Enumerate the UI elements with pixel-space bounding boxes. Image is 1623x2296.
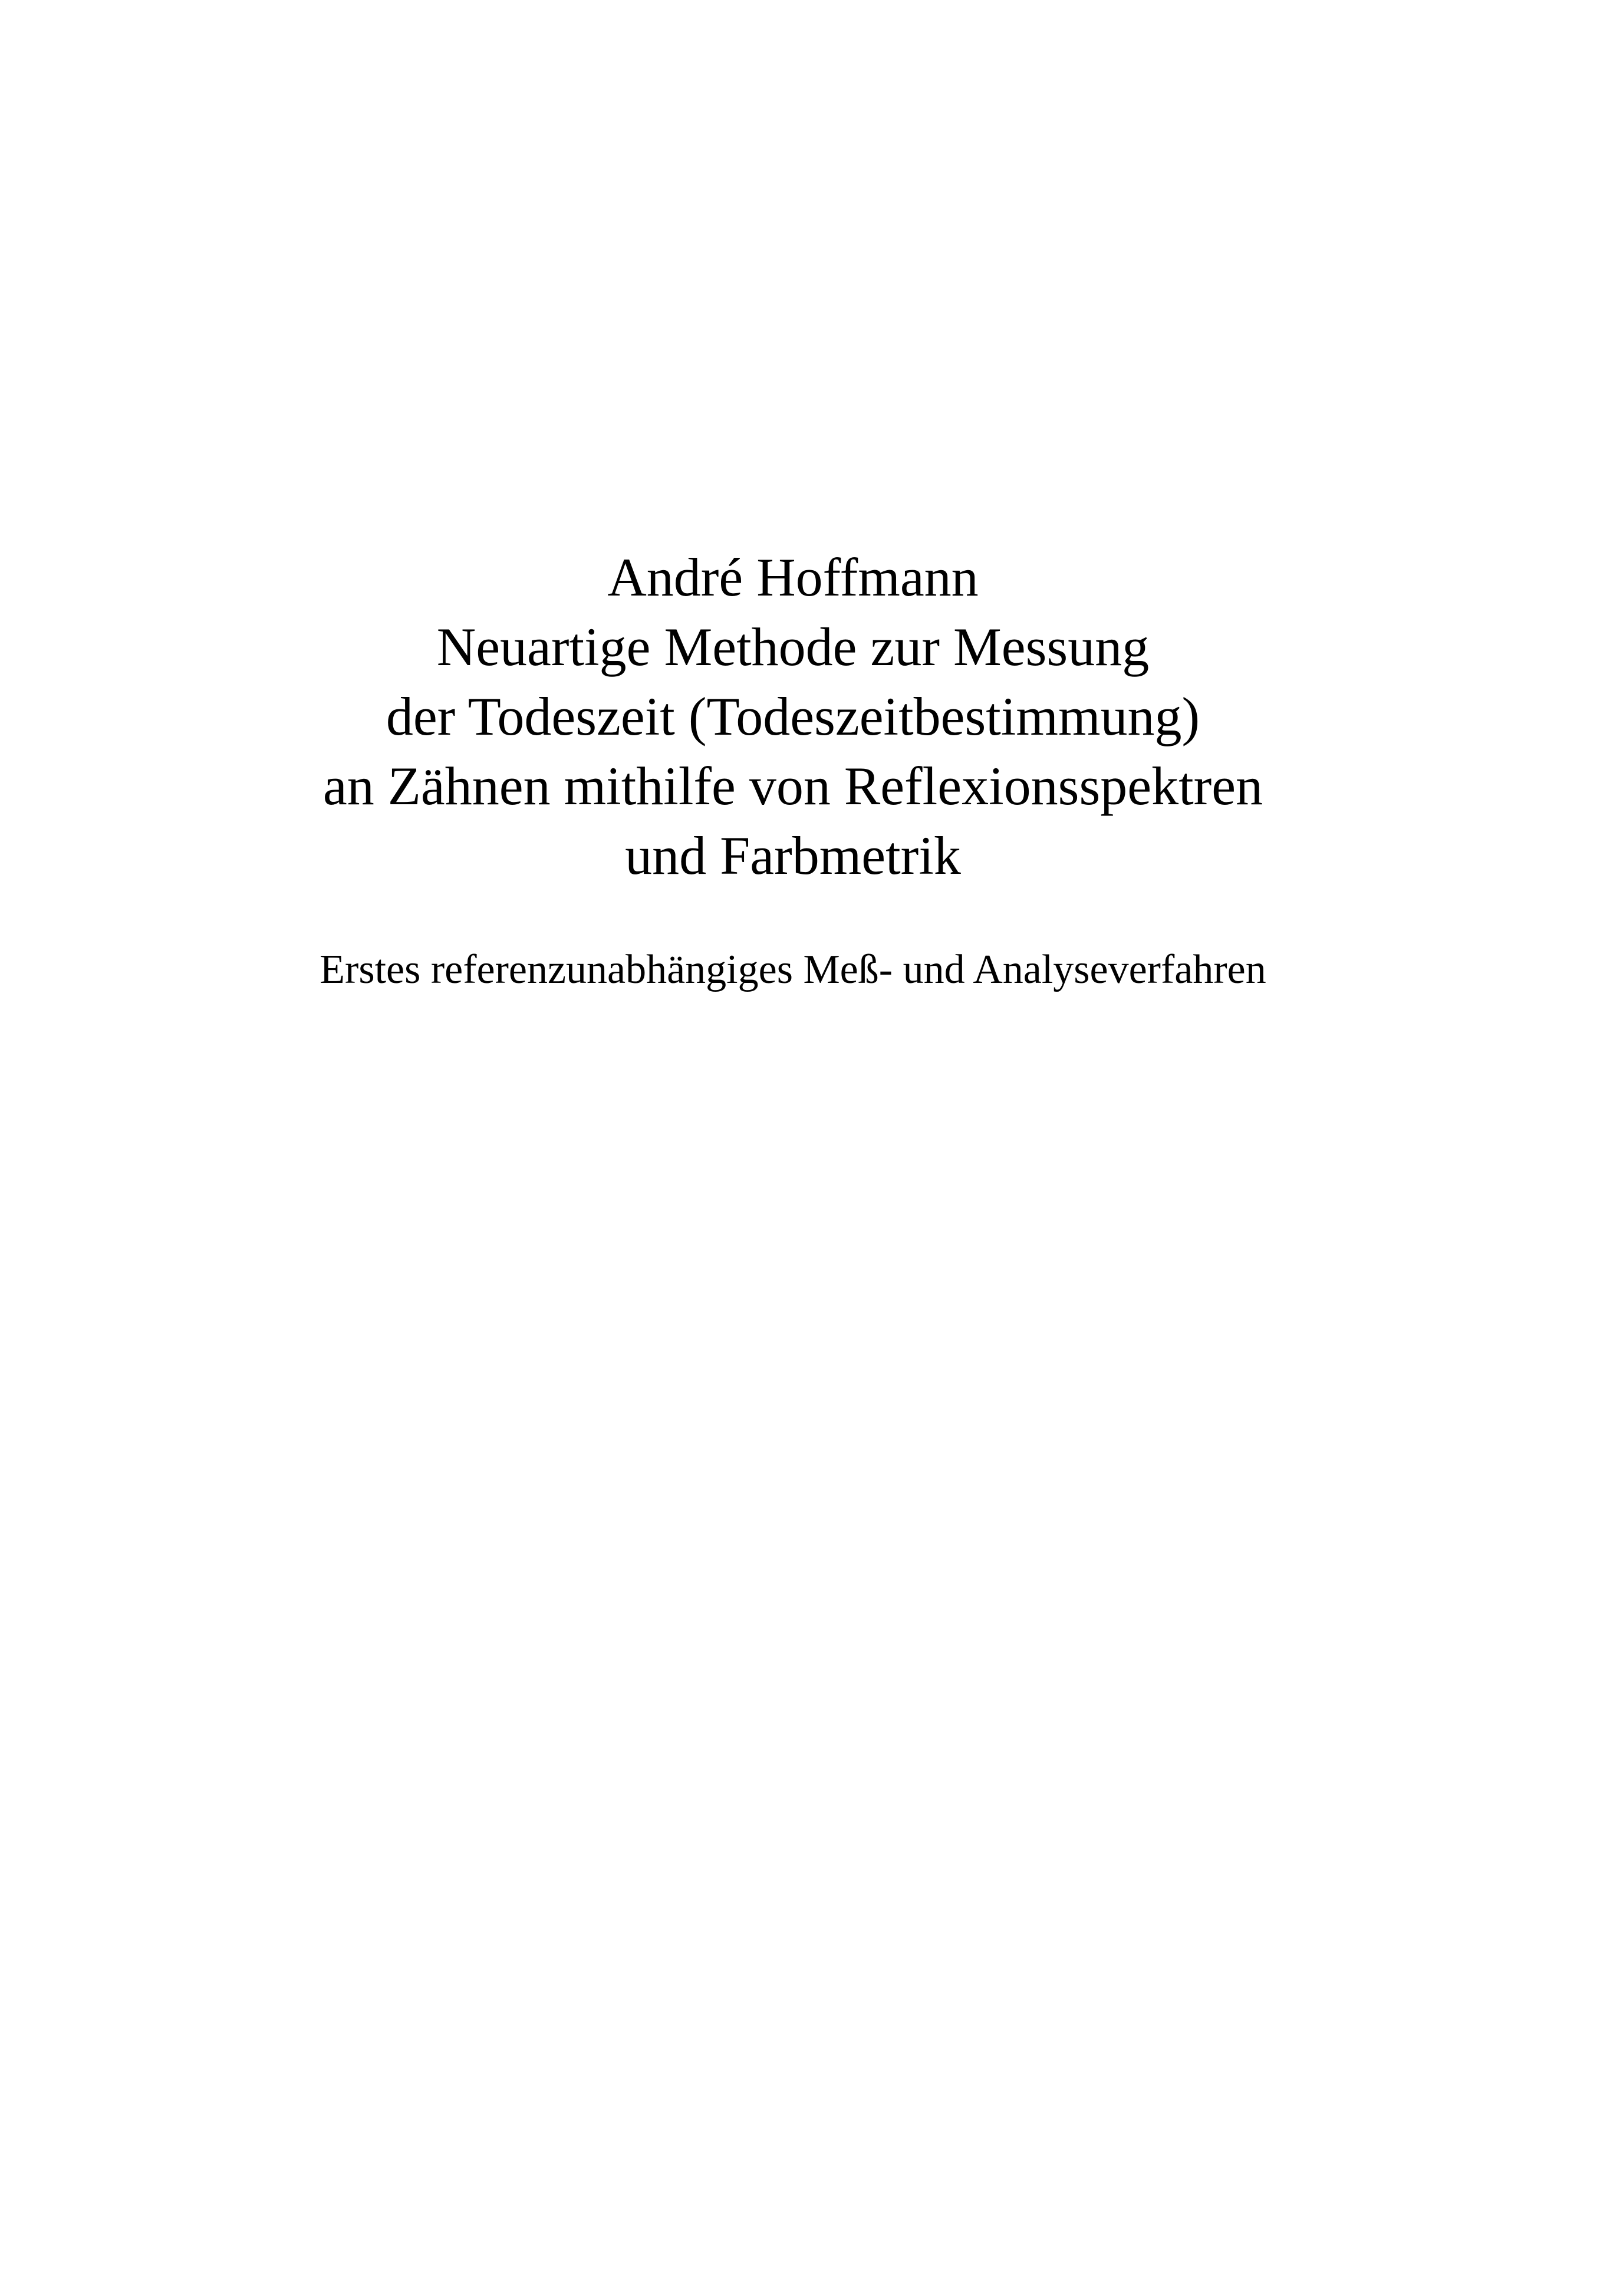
title-line-3: an Zähnen mithilfe von Reflexionsspektren	[322, 756, 1263, 816]
title-line-2: der Todeszeit (Todeszeitbestimmung)	[386, 686, 1200, 746]
author-name: André Hoffmann	[607, 547, 979, 607]
title-block	[0, 542, 1586, 890]
subtitle: Erstes referenzunabhängiges Meß- und Analyseverfahren	[320, 947, 1266, 992]
title-line-1: Neuartige Methode zur Messung	[436, 617, 1150, 677]
title-line-4: und Farbmetrik	[625, 825, 961, 886]
